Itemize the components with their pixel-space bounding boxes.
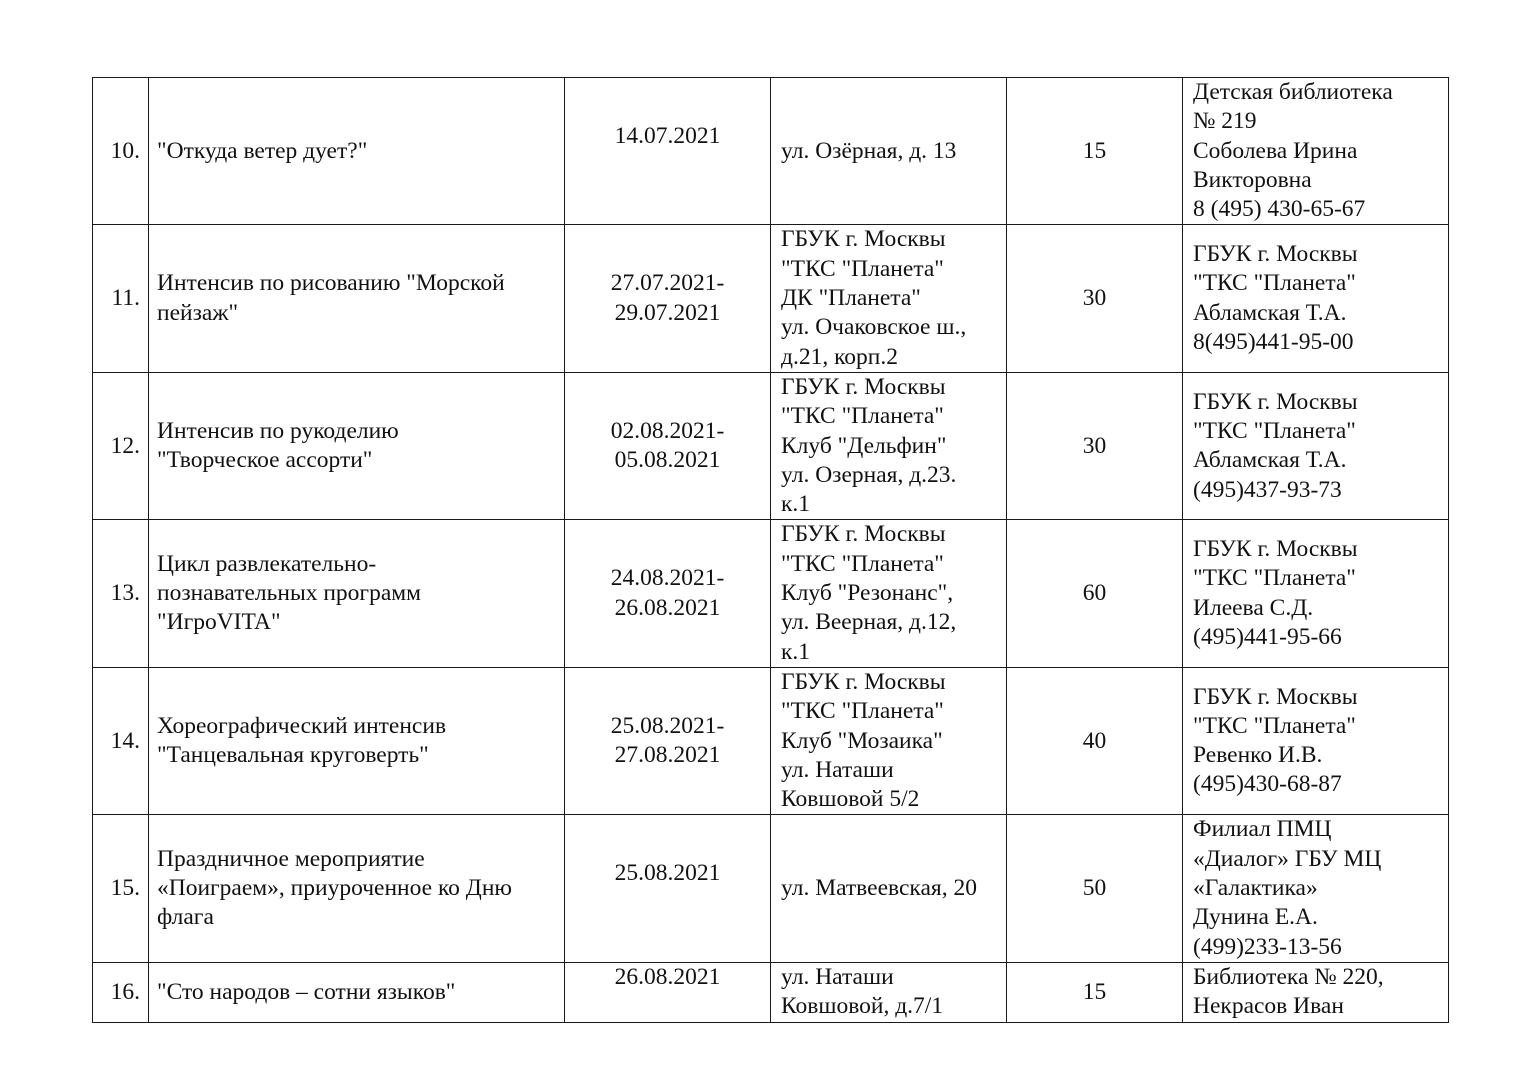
participant-count: 50 [1007,815,1183,962]
row-number: 10. [93,78,149,225]
row-number: 11. [93,225,149,372]
event-title: "Откуда ветер дует?" [149,78,565,225]
organizer-contact: Детская библиотека № 219 Соболева Ирина Викторовна 8 (495) 430-65-67 [1183,78,1449,225]
participant-count: 30 [1007,225,1183,372]
event-date: 27.07.2021- 29.07.2021 [565,225,771,372]
table-row [93,372,1449,519]
participant-count: 60 [1007,520,1183,667]
events-table [92,77,1449,1023]
organizer-contact: ГБУК г. Москвы "ТКС "Планета" Абламская Т.А. (495)437-93-73 [1183,372,1449,519]
event-date: 25.08.2021 [565,815,771,962]
row-number: 16. [93,962,149,1022]
event-address: ГБУК г. Москвы "ТКС "Планета" ДК "Планета" ул. Очаковское ш., д.21, корп.2 [771,225,1007,372]
event-title: Цикл развлекательно- познавательных программ "ИгроVITA" [149,520,565,667]
row-number: 15. [93,815,149,962]
event-title: "Сто народов – сотни языков" [149,962,565,1022]
event-title: Праздничное мероприятие «Поиграем», приуроченное ко Дню флага [149,815,565,962]
event-address: ул. Озёрная, д. 13 [771,78,1007,225]
table-row [93,225,1449,372]
row-number: 14. [93,667,149,814]
row-number: 13. [93,520,149,667]
organizer-contact: ГБУК г. Москвы "ТКС "Планета" Абламская Т.А. 8(495)441-95-00 [1183,225,1449,372]
event-date: 25.08.2021- 27.08.2021 [565,667,771,814]
event-address: ГБУК г. Москвы "ТКС "Планета" Клуб "Дельфин" ул. Озерная, д.23. к.1 [771,372,1007,519]
participant-count: 40 [1007,667,1183,814]
table-row [93,78,1449,225]
table-row [93,520,1449,667]
participant-count: 15 [1007,962,1183,1022]
organizer-contact: Библиотека № 220, Некрасов Иван [1183,962,1449,1022]
event-title: Хореографический интенсив "Танцевальная круговерть" [149,667,565,814]
event-date: 24.08.2021- 26.08.2021 [565,520,771,667]
table-row [93,962,1449,1022]
table-row [93,667,1449,814]
row-number: 12. [93,372,149,519]
event-date: 14.07.2021 [565,78,771,225]
event-address: ГБУК г. Москвы "ТКС "Планета" Клуб "Мозаика" ул. Наташи Ковшовой 5/2 [771,667,1007,814]
organizer-contact: ГБУК г. Москвы "ТКС "Планета" Илеева С.Д. (495)441-95-66 [1183,520,1449,667]
event-date: 26.08.2021 [565,962,771,1022]
event-address: ул. Наташи Ковшовой, д.7/1 [771,962,1007,1022]
participant-count: 15 [1007,78,1183,225]
organizer-contact: ГБУК г. Москвы "ТКС "Планета" Ревенко И.В. (495)430-68-87 [1183,667,1449,814]
table-row [93,815,1449,962]
event-title: Интенсив по рисованию "Морской пейзаж" [149,225,565,372]
event-address: ГБУК г. Москвы "ТКС "Планета" Клуб "Резонанс", ул. Веерная, д.12, к.1 [771,520,1007,667]
participant-count: 30 [1007,372,1183,519]
event-address: ул. Матвеевская, 20 [771,815,1007,962]
event-date: 02.08.2021- 05.08.2021 [565,372,771,519]
event-title: Интенсив по рукоделию "Творческое ассорти" [149,372,565,519]
organizer-contact: Филиал ПМЦ «Диалог» ГБУ МЦ «Галактика» Дунина Е.А. (499)233-13-56 [1183,815,1449,962]
